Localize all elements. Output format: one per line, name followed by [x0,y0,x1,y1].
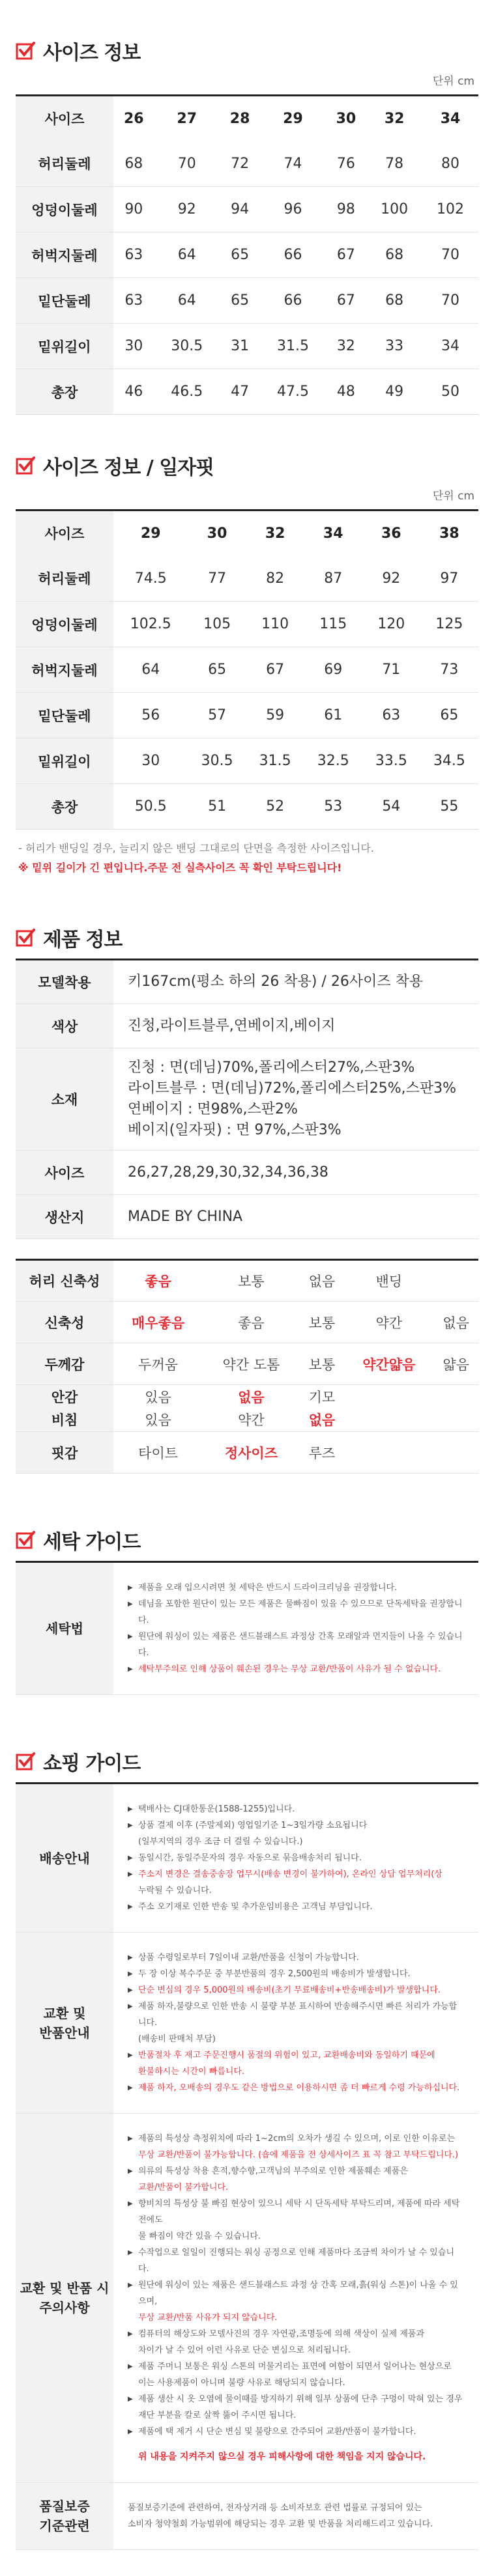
header-cell: 26 [113,96,154,141]
header-cell: 28 [220,96,261,141]
table-row [16,784,478,830]
attribute-option: 보통 [300,1343,345,1385]
guide-line: (일부지역의 경우 조금 더 걸릴 수 있습니다.) [138,1837,303,1847]
guide-line: ▶ 제품에 택 제거 시 단순 변심 및 불량으로 간주되어 교환/반품이 불가합니다. [128,2424,464,2440]
table-cell: 51 [208,798,227,815]
table-cell: 67 [326,232,367,278]
attribute-table [16,1259,478,1474]
header-cell: 30 [188,511,246,556]
table-cell: 69 [304,647,362,693]
guide-line: 환불하시는 시간이 빠릅니다. [138,2067,245,2077]
table-cell: 68 [113,141,154,187]
color-value: 진청,라이트블루,연베이지,베이지 [113,1004,478,1048]
attribute-option: 없음 [300,1408,345,1432]
guide-line: ▶ 단순 변심의 경우 5,000원의 배송비(초기 무료배송비+반송배송비)가 발생합니다. [128,1982,464,1998]
check-icon [16,456,35,475]
material-value [113,1048,478,1151]
guide-line: ▶ 제품의 특성상 측정위치에 따라 1~2cm의 오차가 생길 수 있으며, 이로 인한 이유로는 [128,2131,464,2147]
guide-line: ▶ 의류의 특성상 착용 흔적,향수향,고객님의 부주의로 인한 제품훼손 제품은 [128,2163,464,2179]
table-cell: 31.5 [246,738,304,784]
material-line: 연베이지 : 면98%,스판2% [128,1101,298,1117]
table-cell: 94 [220,187,261,232]
unit-label: 단위 cm [432,75,474,88]
section-title: 제품 정보 [43,929,123,951]
table-cell: 30.5 [154,324,220,369]
header-cell: 사이즈 [16,96,113,141]
measurement-note: - 허리가 밴딩일 경우, 늘리지 않은 밴딩 그대로의 단면을 측정한 사이즈입니다. [18,842,374,854]
attribute-row [16,1260,478,1302]
attribute-option: 두꺼움 [113,1343,203,1385]
guide-line: (배송비 판매처 부담) [138,2034,216,2044]
table-cell: 64 [154,278,220,324]
table-row [16,556,478,602]
table-row [16,960,478,1004]
section-title: 사이즈 정보 / 일자핏 [43,456,214,479]
row-label: 허벅지둘레 [16,232,113,278]
attribute-row [16,1385,478,1408]
size-table-header [16,96,478,141]
attribute-label: 허리 신축성 [16,1260,113,1302]
table-cell: 53 [324,798,343,815]
table-cell: 30.5 [188,738,246,784]
table-cell: 92 [362,556,420,602]
table-cell: 82 [246,556,304,602]
check-icon [16,1752,35,1771]
table-cell: 98 [326,187,367,232]
table-cell: 72 [220,141,261,187]
origin-value: MADE BY CHINA [113,1195,478,1239]
table-row [16,141,478,187]
attribute-option: 보통 [300,1302,345,1343]
attribute-option: 좋음 [203,1302,299,1343]
table-row [16,369,478,415]
attribute-option: 좋음 [113,1260,203,1302]
table-cell: 48 [336,384,355,400]
table-cell: 50.5 [134,798,167,815]
table-cell: 50 [441,384,460,400]
product-info-header [16,878,478,959]
table-cell: 63 [113,278,154,324]
guide-line: 차이가 날 수 있어 이런 사유로 단순 변심으로 처리됩니다. [138,2345,351,2355]
guide-line: ▶ 주소지 변경은 결송중송장 업무시(배송 변경이 불가하여), 온라인 상담 업무처리(상 [128,1866,464,1883]
table-cell: 65 [220,278,261,324]
attribute-option [344,1408,433,1432]
row-label: 밑위길이 [16,324,113,369]
table-cell: 74 [260,141,325,187]
attribute-option [344,1432,433,1474]
header-cell: 30 [326,96,367,141]
table-row [16,1195,478,1239]
row-label: 색상 [16,1004,113,1048]
table-cell: 34.5 [420,738,478,784]
attribute-row [16,1432,478,1474]
table-cell: 49 [385,384,404,400]
guide-line: 교환/반품이 불가합니다. [138,2183,229,2192]
size-table [16,94,478,415]
table-cell: 63 [362,693,420,738]
row-label: 밑단둘레 [16,693,113,738]
attribute-option: 없음 [433,1302,478,1343]
guide-row [16,1562,478,1695]
guide-line: 소비자 청약철회 가능범위에 해당되는 경우 교환 및 반품을 처리해드리고 있습니다. [128,2519,433,2529]
guide-line: 품질보증기준에 관련하여, 전자상거래 등 소비자보호 관련 법률로 규정되어 있는 [128,2503,422,2513]
guide-line: ▶ 원단에 워싱이 있는 제품은 샌드블래스트 과정상 간혹 모래알과 먼지들이 나올 수 있습니다. [128,1629,464,1661]
table-cell: 73 [420,647,478,693]
table-cell: 65 [420,693,478,738]
row-label: 허벅지둘레 [16,647,113,693]
size-list-value: 26,27,28,29,30,32,34,36,38 [113,1151,478,1195]
guide-line: ▶ 두 장 이상 복수주문 중 부분반품의 경우 2,500원의 배송비가 발생합니다. [128,1966,464,1982]
attribute-label: 신축성 [16,1302,113,1343]
guide-line: ▶ 택배사는 CJ대한통운(1588-1255)입니다. [128,1801,464,1817]
guide-line: 누락될 수 있습니다. [138,1886,212,1896]
material-line: 라이트블루 : 면(데님)72%,폴리에스터25%,스판3% [128,1080,457,1097]
table-cell: 97 [420,556,478,602]
table-row [16,232,478,278]
check-icon [16,41,35,61]
table-row [16,602,478,647]
guide-content [113,1784,478,1933]
table-row [16,187,478,232]
row-label: 엉덩이둘레 [16,187,113,232]
size-info-straight-header [16,415,478,486]
table-cell: 30 [113,324,154,369]
table-cell: 63 [113,232,154,278]
guide-label [16,2114,113,2483]
table-cell: 47.5 [276,384,309,400]
check-icon [16,1530,35,1550]
attribute-option: 타이트 [113,1432,203,1474]
table-cell: 65 [188,647,246,693]
table-row [16,278,478,324]
attribute-option: 기모 [308,1389,336,1405]
check-icon [16,928,35,947]
guide-warning: 위 내용을 지켜주지 않으실 경우 피해사항에 대한 책임을 지지 않습니다. [138,2452,426,2462]
attribute-option: 정사이즈 [203,1432,299,1474]
guide-line: ▶ 데님을 포함한 원단이 있는 모든 제품은 물빠짐이 있을 수 있으므로 단독세탁을 권장합니다. [128,1596,464,1629]
guide-row [16,2483,478,2550]
guide-line: 물 빠짐이 약간 있을 수 있습니다. [138,2232,261,2241]
attribute-option [433,1432,478,1474]
guide-line: ▶ 반품절차 후 재고 주문진행시 품절의 위험이 있고, 교환배송비와 동일하기 때문에 [128,2047,464,2064]
table-cell: 102.5 [113,602,188,647]
guide-line: ▶ 제품 하자,불량으로 인한 반송 시 불량 부분 표시하여 반송해주시면 빠른 처리가 가능합니다. [128,1998,464,2031]
attribute-label: 비침 [16,1408,113,1432]
table-cell: 64 [154,232,220,278]
attribute-option: 매우좋음 [113,1302,203,1343]
guide-line: ▶ 제품 주머니 보통은 워싱 스톤의 머물거리는 표면에 여함이 되면서 일어나는 현상으로 [128,2359,464,2375]
attribute-option: 있음 [145,1389,171,1405]
row-label: 사이즈 [16,1151,113,1195]
table-cell: 67 [246,647,304,693]
model-fit-value: 키167cm(평소 하의 26 착용) / 26사이즈 착용 [113,960,478,1004]
table-cell: 56 [113,693,188,738]
attribute-option: 있음 [113,1408,203,1432]
header-cell: 27 [154,96,220,141]
row-label: 총장 [16,784,113,830]
row-label: 밑위길이 [16,738,113,784]
attribute-option: 약간 도톰 [203,1343,299,1385]
table-cell: 74.5 [113,556,188,602]
table-cell: 32 [326,324,367,369]
table-cell: 65 [220,232,261,278]
attribute-row [16,1408,478,1432]
guide-label-text: 교환 및 반품안내 [39,2005,90,2041]
table-cell: 46 [124,384,143,400]
table-cell: 125 [420,602,478,647]
row-label: 생산지 [16,1195,113,1239]
guide-content [113,2114,478,2483]
size-table-header [16,511,478,556]
table-cell: 100 [366,187,422,232]
guide-label-text: 교환 및 반품 시 주의사항 [20,2280,109,2316]
attribute-option: 약간얇음 [344,1343,433,1385]
table-cell: 77 [188,556,246,602]
wash-guide-header [16,1474,478,1561]
bottom-spacer [16,2550,478,2576]
material-line: 베이지(일자핏) : 면 97%,스판3% [128,1122,341,1138]
guide-line: 무상 교환/반품 사유가 되지 않습니다. [138,2313,278,2323]
size-table-straight [16,509,478,830]
table-cell: 70 [422,232,478,278]
row-label: 허리둘레 [16,141,113,187]
attribute-row [16,1343,478,1385]
guide-line: 이는 사용제품이 아니며 불량 사유로 해당되지 않습니다. [138,2378,345,2388]
product-info-table [16,959,478,1239]
row-label: 소재 [16,1048,113,1151]
table-cell: 78 [366,141,422,187]
guide-line: ▶ 제품 생산 시 옷 오염에 물이때를 방지하기 위해 일부 상품에 단추 구멍이 막혀 있는 경우 [128,2391,464,2407]
shopping-guide-table [16,1782,478,2550]
table-cell: 66 [260,278,325,324]
section-title: 사이즈 정보 [43,42,141,64]
guide-content [113,1562,478,1695]
guide-line-warning: ▶ 세탁부주의로 인해 상품이 훼손된 경우는 무상 교환/반품이 사유가 될 수 없습니다. [128,1661,464,1677]
size-notes [16,830,478,878]
table-cell: 67 [326,278,367,324]
rise-warning-note: ※ 밑위 길이가 긴 편입니다.주문 전 실측사이즈 꼭 확인 부탁드립니다! [18,861,342,874]
attribute-option: 약간 [344,1302,433,1343]
table-cell: 64 [113,647,188,693]
row-label: 모델착용 [16,960,113,1004]
table-cell: 70 [154,141,220,187]
section-title: 쇼핑 가이드 [43,1752,141,1775]
guide-label: 배송안내 [16,1784,113,1933]
guide-line: ▶ 원단에 워싱이 있는 제품은 샌드블래스트 과정 상 간혹 모래,흙(워싱 스톤)이 나올 수 있으며, [128,2277,464,2310]
table-cell: 31 [220,324,261,369]
row-label: 엉덩이둘레 [16,602,113,647]
table-cell: 105 [188,602,246,647]
table-cell: 68 [366,232,422,278]
guide-line: ▶ 동일시간, 동일주문자의 경우 자동으로 묶음배송처리 됩니다. [128,1850,464,1866]
guide-content [113,2483,478,2550]
guide-row [16,1784,478,1933]
header-cell: 32 [366,96,422,141]
attribute-option [344,1385,433,1408]
header-cell: 34 [422,96,478,141]
attribute-option: 보통 [203,1260,299,1302]
size-info-header [16,0,478,72]
shopping-guide-header [16,1695,478,1782]
table-cell: 96 [260,187,325,232]
attribute-option [433,1408,478,1432]
table-cell: 33.5 [362,738,420,784]
guide-line: ▶ 상품 수령일로부터 7일이내 교환/반품을 신청이 가능합니다. [128,1950,464,1966]
guide-line: ▶ 향비치의 특성상 불 빠짐 현상이 있으니 세탁 시 단독세탁 부탁드리며, 제품에 따라 세탁전에도 [128,2196,464,2228]
attribute-option: 루즈 [300,1432,345,1474]
table-cell: 52 [266,798,285,815]
table-cell: 68 [366,278,422,324]
guide-line: 무상 교환/반품이 불가능합니다. (숍에 제품을 전 상세사이즈 표 꼭 참고 부탁드립니다.) [138,2150,459,2160]
attribute-row [16,1302,478,1343]
table-cell: 59 [246,693,304,738]
table-cell: 80 [422,141,478,187]
table-cell: 115 [304,602,362,647]
guide-label [16,1933,113,2114]
table-row [16,738,478,784]
table-cell: 34 [422,324,478,369]
attribute-option: 없음 [238,1389,265,1405]
table-cell: 31.5 [260,324,325,369]
guide-line: ▶ 제품을 오래 입으시려면 첫 세탁은 반드시 드라이크리닝을 권장합니다. [128,1580,464,1596]
unit-label: 단위 cm [432,490,474,503]
table-cell: 54 [382,798,401,815]
attribute-option [433,1385,478,1408]
row-label: 허리둘레 [16,556,113,602]
header-cell: 29 [260,96,325,141]
table-cell: 66 [260,232,325,278]
table-cell: 46.5 [171,384,203,400]
header-cell: 29 [113,511,188,556]
header-cell: 34 [304,511,362,556]
header-cell: 32 [246,511,304,556]
table-cell: 92 [154,187,220,232]
table-cell: 30 [113,738,188,784]
attribute-option: 밴딩 [344,1260,433,1302]
table-cell: 110 [246,602,304,647]
material-line: 진청 : 면(데님)70%,폴리에스터27%,스판3% [128,1059,415,1076]
section-title: 세탁 가이드 [43,1531,141,1554]
guide-line: ▶ 수작업으로 일일이 진행되는 워싱 공정으로 인해 제품마다 조금씩 차이가 날 수 있습니다. [128,2245,464,2277]
attribute-option [433,1260,478,1302]
header-cell: 38 [420,511,478,556]
guide-label-text: 품질보증 기준관련 [39,2499,90,2534]
table-cell: 33 [366,324,422,369]
guide-label [16,2483,113,2550]
table-row [16,693,478,738]
guide-line: ▶ 제품 하자, 오배송의 경우도 같은 방법으로 이용하시면 좀 더 빠르게 수령 가능하십니다. [128,2080,464,2096]
table-cell: 76 [326,141,367,187]
table-cell: 90 [113,187,154,232]
guide-line: 재단 부분을 칼로 살짝 뚫어 주시면 됩니다. [138,2411,297,2420]
table-row [16,1048,478,1151]
attribute-label: 안감 [16,1385,113,1408]
table-cell: 55 [440,798,459,815]
table-row [16,324,478,369]
attribute-option: 없음 [300,1260,345,1302]
attribute-label: 두께감 [16,1343,113,1385]
attribute-option: 약간 [203,1408,299,1432]
guide-line: ▶ 상품 결제 이후 (주말제외) 영업일기준 1~3일가량 소요됩니다 [128,1817,464,1834]
wash-guide-table [16,1561,478,1695]
table-cell: 87 [304,556,362,602]
table-row [16,1151,478,1195]
table-cell: 47 [231,384,250,400]
guide-row [16,2114,478,2483]
attribute-label: 핏감 [16,1432,113,1474]
table-cell: 102 [422,187,478,232]
row-label: 밑단둘레 [16,278,113,324]
row-label: 총장 [16,369,113,415]
header-cell: 사이즈 [16,511,113,556]
guide-line: ▶ 컴퓨터의 해상도와 모델사진의 경우 자연광,조명등에 의해 색상이 실제 제품과 [128,2326,464,2342]
table-cell: 120 [362,602,420,647]
attribute-option: 얇음 [433,1343,478,1385]
guide-label: 세탁법 [16,1562,113,1695]
guide-line: ▶ 주소 오기재로 인한 반송 및 추가운임비용은 고객님 부담입니다. [128,1899,464,1915]
table-row [16,647,478,693]
table-cell: 71 [362,647,420,693]
table-cell: 32.5 [304,738,362,784]
guide-row [16,1933,478,2114]
table-cell: 57 [188,693,246,738]
header-cell: 36 [362,511,420,556]
guide-content [113,1933,478,2114]
table-cell: 61 [304,693,362,738]
table-row [16,1004,478,1048]
table-cell: 70 [422,278,478,324]
